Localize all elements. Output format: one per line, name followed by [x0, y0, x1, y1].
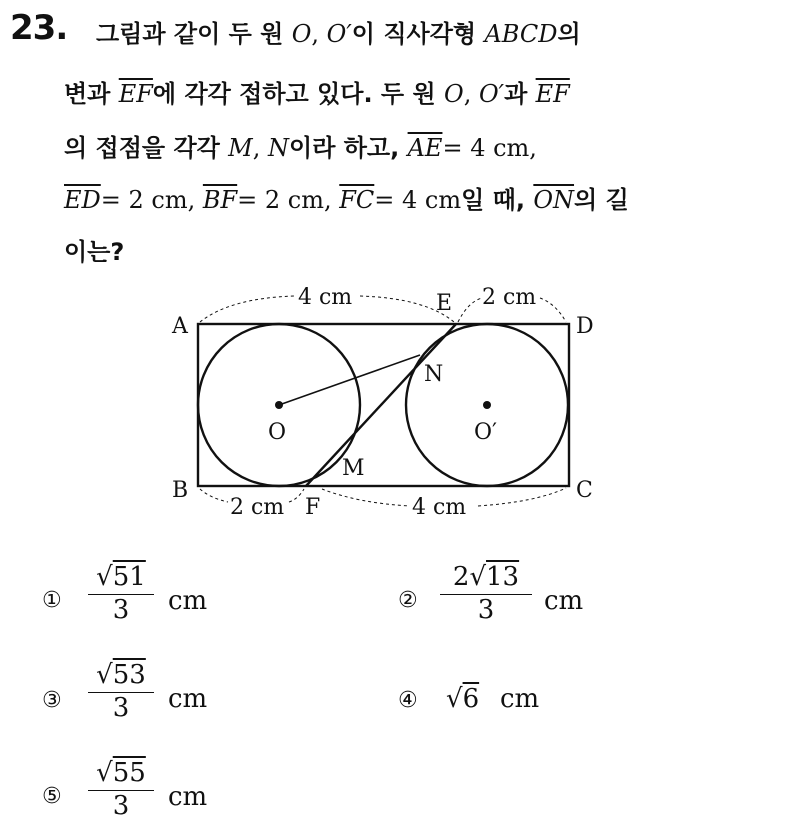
length-ae: = 4 cm — [442, 134, 530, 162]
length-fc: = 4 cm — [374, 186, 462, 214]
comma: , — [529, 134, 537, 162]
label-a: A — [172, 314, 188, 339]
text: 이는? — [64, 238, 125, 266]
radicand: 6 — [462, 684, 480, 714]
coefficient: 2 — [452, 562, 470, 592]
segment-ef: $\overline{EF}$ — [118, 80, 153, 108]
point-m: M — [228, 134, 253, 162]
measure-fc: 4 cm — [412, 495, 467, 520]
label-e: E — [436, 291, 453, 316]
denominator: 3 — [112, 791, 130, 821]
measure-bf: 2 cm — [230, 495, 285, 520]
circle-o-prime: O′ — [326, 20, 352, 48]
choice-number: ④ — [398, 688, 418, 713]
segment-ef: $\overline{EF}$ — [535, 80, 570, 108]
segment-on — [279, 355, 420, 405]
choice-value: √6 — [446, 684, 480, 714]
choice-number: ⑤ — [42, 784, 62, 809]
comma: , — [187, 186, 203, 214]
text: 일 때, — [461, 186, 534, 214]
text: 의 길 — [574, 186, 629, 214]
radicand: 55 — [112, 758, 146, 788]
label-f: F — [305, 495, 321, 520]
circle-o: O — [291, 20, 312, 48]
measure-ed: 2 cm — [482, 285, 537, 310]
unit: cm — [168, 782, 208, 812]
arc-ed-right — [540, 298, 566, 322]
choice-fraction — [88, 660, 154, 723]
text: 에 각각 접하고 있다. 두 원 — [152, 80, 444, 108]
choice-number: ① — [42, 588, 62, 613]
question-number: 23. — [10, 8, 68, 48]
numerator: √55 — [96, 758, 146, 788]
segment-ef — [306, 324, 456, 486]
radicand: 51 — [112, 562, 146, 592]
segment-fc: $\overline{FC}$ — [339, 186, 375, 214]
text: 의 — [557, 20, 581, 48]
text: 이라 하고, — [289, 134, 408, 162]
comma: , — [311, 20, 327, 48]
rectangle-abcd: ABCD — [484, 20, 558, 48]
text: 이 직사각형 — [351, 20, 485, 48]
text: 과 — [504, 80, 536, 108]
segment-bf: $\overline{BF}$ — [202, 186, 238, 214]
label-c: C — [576, 478, 593, 503]
text: 변과 — [64, 80, 119, 108]
choice-number: ③ — [42, 688, 62, 713]
denominator: 3 — [112, 595, 130, 625]
segment-ed: $\overline{ED}$ — [64, 186, 101, 214]
label-o-prime: O′ — [474, 420, 498, 445]
comma: , — [324, 186, 340, 214]
label-b: B — [172, 478, 189, 503]
label-d: D — [576, 314, 594, 339]
arc-fc-left — [322, 489, 410, 506]
circle-o: O — [444, 80, 464, 108]
center-o-prime — [483, 401, 491, 409]
label-m: M — [342, 456, 365, 481]
center-o — [275, 401, 283, 409]
arc-ed-left — [458, 298, 482, 322]
segment-on: $\overline{ON}$ — [533, 186, 575, 214]
unit: cm — [168, 684, 208, 714]
choice-number: ② — [398, 588, 418, 613]
denominator: 3 — [112, 693, 130, 723]
label-o: O — [268, 420, 287, 445]
unit: cm — [168, 586, 208, 616]
text: 그림과 같이 두 원 — [96, 20, 292, 48]
rectangle-abcd — [198, 324, 569, 486]
arc-bf-left — [200, 489, 228, 502]
unit: cm — [544, 586, 584, 616]
arc-fc-right — [478, 488, 566, 506]
radicand: 53 — [112, 660, 146, 690]
choice-fraction — [88, 562, 154, 625]
unit: cm — [500, 684, 540, 714]
comma: , — [252, 134, 269, 162]
comma: , — [463, 80, 479, 108]
choice-fraction — [88, 758, 154, 821]
text: 의 접점을 각각 — [64, 134, 229, 162]
arc-ae-left — [200, 296, 295, 322]
segment-ae: $\overline{AE}$ — [407, 134, 443, 162]
length-bf: = 2 cm — [237, 186, 325, 214]
measure-ae: 4 cm — [298, 285, 353, 310]
radicand: 13 — [486, 562, 520, 592]
denominator: 3 — [477, 595, 495, 625]
arc-bf-right — [289, 489, 304, 502]
numerator: √51 — [96, 562, 146, 592]
numerator: 2√13 — [452, 562, 520, 592]
point-n: N — [268, 134, 290, 162]
length-ed: = 2 cm — [100, 186, 188, 214]
numerator: √53 — [96, 660, 146, 690]
choice-fraction — [440, 562, 532, 625]
label-n: N — [424, 362, 444, 387]
circle-o-prime: O′ — [478, 80, 505, 108]
